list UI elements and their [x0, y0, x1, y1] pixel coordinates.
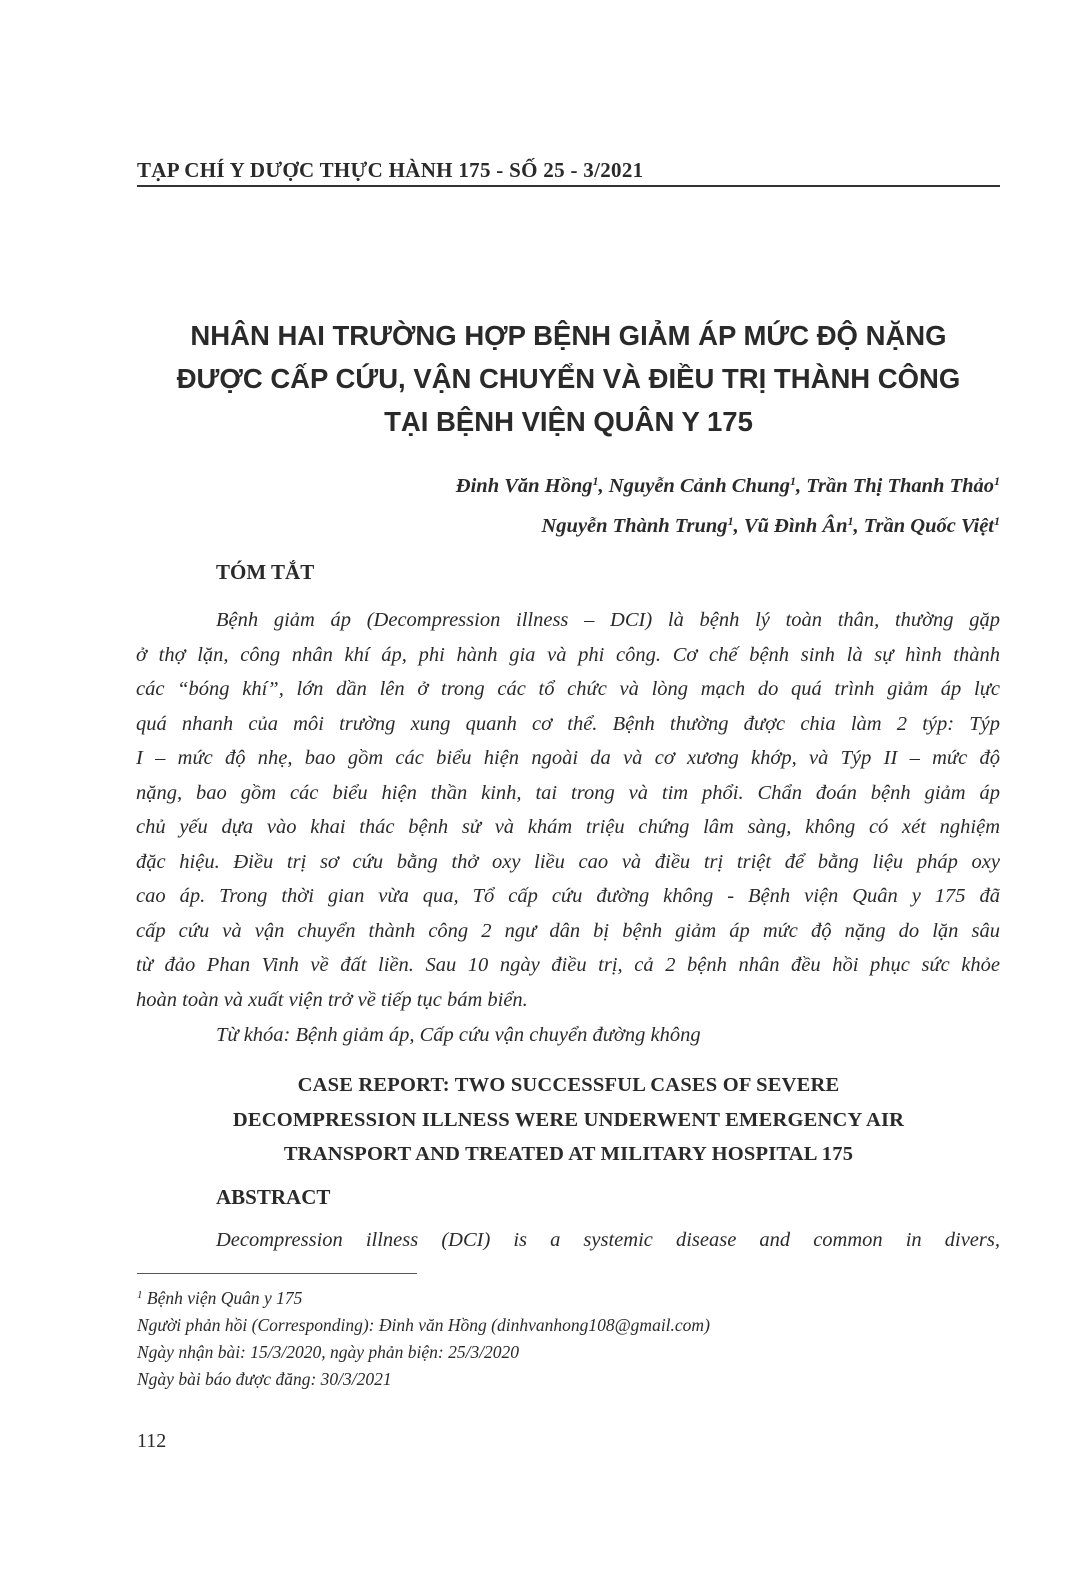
english-title-line: CASE REPORT: TWO SUCCESSFUL CASES OF SEVERE [297, 1074, 840, 1096]
summary-line: từ đảo Phan Vinh về đất liền. Sau 10 ngày điều trị, cả 2 bệnh nhân đều hồi phục sức khỏe [136, 954, 1000, 976]
author-name: Vũ Đình Ân [743, 515, 848, 537]
affiliation-text: Bệnh viện Quân y 175 [142, 1288, 303, 1308]
summary-line: các “bóng khí”, lớn dần lên ở trong các tổ chức và lòng mạch do quá trình giảm áp lực [136, 678, 1000, 700]
summary-line: cao áp. Trong thời gian vừa qua, Tổ cấp cứu đường không - Bệnh viện Quân y 175 đã [136, 885, 1000, 907]
english-title-line: TRANSPORT AND TREATED AT MILITARY HOSPITAL 175 [283, 1143, 854, 1165]
header-rule [137, 185, 1000, 187]
summary-line: nặng, bao gồm các biểu hiện thần kinh, tai trong và tim phổi. Chẩn đoán bệnh giảm áp [136, 781, 1000, 804]
author-separator: , [795, 475, 807, 497]
author-name: Nguyễn Cảnh Chung [608, 475, 790, 497]
summary-heading: TÓM TẮT [216, 560, 315, 584]
abstract-heading: ABSTRACT [216, 1185, 331, 1209]
author-name: Đinh Văn Hồng [455, 475, 593, 497]
author-separator: , [733, 515, 744, 537]
keywords: Từ khóa: Bệnh giảm áp, Cấp cứu vận chuyển đường không [216, 1024, 701, 1046]
footnote-affiliation [137, 1285, 710, 1312]
title-line: ĐƯỢC CẤP CỨU, VẬN CHUYỂN VÀ ĐIỀU TRỊ THÀNH CÔNG [176, 363, 961, 394]
affiliation-marker: 1 [789, 474, 796, 488]
author-name: Trần Quốc Việt [863, 515, 994, 537]
title-line: TẠI BỆNH VIỆN QUÂN Y 175 [384, 406, 753, 437]
summary-line: đặc hiệu. Điều trị sơ cứu bằng thở oxy liều cao và điều trị triệt để bằng liệu pháp oxy [136, 850, 1000, 873]
summary-line: Bệnh giảm áp (Decompression illness – DCI) là bệnh lý toàn thân, thường gặp [216, 609, 1000, 631]
affiliation-marker: 1 [847, 514, 854, 528]
summary-line: chủ yếu dựa vào khai thác bệnh sử và khám triệu chứng lâm sàng, không có xét nghiệm [136, 816, 1000, 838]
affiliation-marker: 1 [994, 474, 1000, 488]
affiliation-marker: 1 [592, 474, 599, 488]
english-title-line: DECOMPRESSION ILLNESS WERE UNDERWENT EMERGENCY AIR [232, 1108, 905, 1131]
author-separator: , [598, 475, 609, 497]
summary-body [136, 603, 1000, 1017]
author-line [456, 466, 1000, 506]
affiliation-marker: 1 [994, 514, 1000, 528]
author-list [456, 466, 1000, 546]
article-title [120, 314, 1017, 443]
page-number: 112 [137, 1430, 167, 1452]
title-line: NHÂN HAI TRƯỜNG HỢP BỆNH GIẢM ÁP MỨC ĐỘ NẶNG [190, 320, 947, 351]
summary-line: I – mức độ nhẹ, bao gồm các biểu hiện ngoài da và cơ xương khớp, và Týp II – mức độ [136, 747, 1000, 769]
author-name: Trần Thị Thanh Thảo [806, 475, 994, 497]
author-separator: , [853, 515, 864, 537]
footnotes [137, 1285, 710, 1393]
author-line [456, 506, 1000, 546]
summary-line: hoàn toàn và xuất viện trở về tiếp tục bám biển. [136, 988, 528, 1011]
summary-line: ở thợ lặn, công nhân khí áp, phi hành gia và phi công. Cơ chế bệnh sinh là sự hình thành [136, 643, 1000, 666]
abstract-first-line: Decompression illness (DCI) is a systemic disease and common in divers, [216, 1229, 1000, 1251]
footnote-rule [137, 1273, 417, 1274]
running-header: TẠP CHÍ Y DƯỢC THỰC HÀNH 175 - SỐ 25 - 3/2021 [137, 158, 644, 182]
summary-line: cấp cứu và vận chuyển thành công 2 ngư dân bị bệnh giảm áp mức độ nặng do lặn sâu [136, 919, 1000, 942]
footnote-corresponding: Người phản hồi (Corresponding): Đinh văn Hồng (dinhvanhong108@gmail.com) [137, 1315, 710, 1335]
footnote-published: Ngày bài báo được đăng: 30/3/2021 [137, 1369, 392, 1389]
affiliation-marker: 1 [727, 514, 734, 528]
summary-line: quá nhanh của môi trường xung quanh cơ thể. Bệnh thường được chia làm 2 týp: Týp [136, 712, 1000, 735]
affiliation-marker: 1 [137, 1289, 143, 1301]
footnote-received: Ngày nhận bài: 15/3/2020, ngày phản biện: 25/3/2020 [137, 1342, 520, 1362]
english-title [120, 1068, 1017, 1172]
author-name: Nguyễn Thành Trung [541, 515, 728, 537]
